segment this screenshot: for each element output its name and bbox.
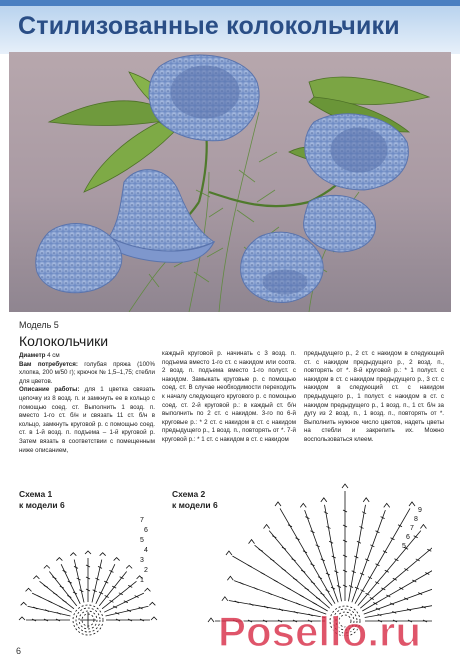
scheme-1-heading: Схема 1 [19,489,53,499]
diameter-label: Диаметр [19,352,46,359]
scheme-1-subheading: к модели 6 [19,500,65,510]
model-label: Модель 5 [19,320,59,330]
scheme-2-row-number: 8 [414,516,418,523]
diameter-value: 4 см [45,352,60,359]
instructions-column-1 [19,352,155,455]
scheme-2-heading: Схема 2 [172,489,206,499]
site-watermark [216,602,460,658]
crochet-diagram-1 [10,508,170,643]
bluebells-illustration [9,52,451,312]
materials-value: голубая пряжа (100% хлопка, 200 м/50 г); крючок № 1,5–1,75; стебли для цветов. [19,360,155,385]
instructions-text-3: предыдущего р., 2 ст. с накидом в следующий ст. с накидом предыдущего р., 2 возд. п., повторять от *. 8-й круговой р.: * 1 полуст. с накидом в ст. с накидом предыдущего р., 3 ст. с накидом в следующий ст. с накидом предыдущего р., 1 полуст. с накидом в ст. с накидом предыдущего р., 1 возд. п., 1 ст. б/н за дугу из 2 возд. п., 1 возд. п., повторять от *. Выполнить нужное число цветов, надеть цветы на стебли и закрепить их. Можно воспользоваться клеем. [304,350,444,443]
scheme-1-row-number: 7 [140,517,144,524]
scheme-2-subheading: к модели 6 [172,500,218,510]
scheme-1-row-number: 6 [144,527,148,534]
materials-label: Вам потребуется: [19,360,78,368]
scheme-2-row-number: 7 [410,525,414,532]
scheme-2-row-number: 9 [418,507,422,514]
watermark-text: Posello.ru [218,608,422,655]
scheme-1-row-number: 1 [140,577,144,584]
scheme-1-row-number: 2 [144,567,148,574]
page-title: Стилизованные колокольчики [18,12,400,40]
model-name: Колокольчики [19,333,109,349]
scheme-1-row-number: 4 [144,547,148,554]
page-number: 6 [16,646,22,656]
bluebells-photo [9,52,451,312]
instructions-text-2: каждый круговой р. начинать с 3 возд. п. подъема вместо 1-го ст. с накидом или соотв. 2 возд. п. подъема вместо 1-го полуст. с накидом. Замыкать круговые р. с помощью соед. ст. В случае необходимости переходить к началу следующего кругового р. с помощью соед. ст. 2-й круговой р.: в каждый ст. б/н выполнить по 2 ст. с накидом. 3-го по 6-й круговые р.: * 2 ст. с накидом в ст. с накидом предыдущего р., 1 возд. п., повторять от *. 7-й круговой р.: * 1 ст. с накидом в ст. с накидом [162,350,296,443]
scheme-2-row-number: 5 [402,543,406,550]
scheme-1-row-number: 3 [140,557,144,564]
scheme-1-row-number: 5 [140,537,144,544]
instructions-column-2 [162,350,296,445]
description-label: Описание работы: [19,386,80,394]
instructions-column-3 [304,350,444,445]
description-value: для 1 цветка связать цепочку из 8 возд. п. и замкнуть ее в кольцо с помощью соед. ст. Выполнить 1 возд. п. вместо 1-го ст. б/н и связать 11 ст. б/н в кольцо, замкнуть круговой р. с помощью соед. ст. в 1-й возд. п. подъема – 1-й круговой р. Затем вязать в соответствии с помещенным ниже описанием, [19,386,155,454]
scheme-2-row-number: 6 [406,534,410,541]
